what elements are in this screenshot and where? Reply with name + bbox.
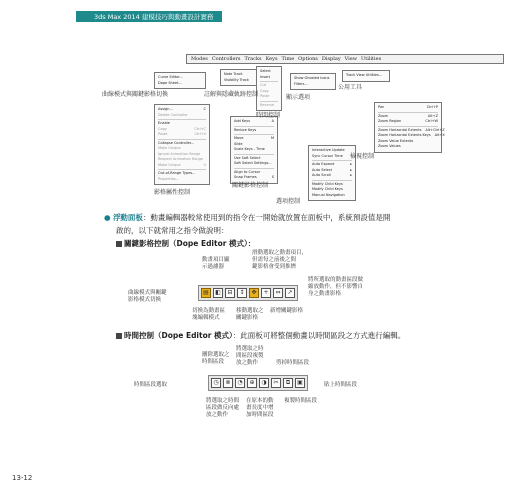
options-dropdown — [308, 145, 356, 201]
section1-ann-top1: 動畫項目顯 示過濾器 — [202, 257, 230, 270]
square-bullet-icon — [116, 241, 122, 247]
section2-ann-bot3: 複製時間區段 — [284, 398, 318, 404]
delete-time-icon[interactable]: ⊗ — [223, 378, 233, 388]
section2-ann-top1: 刪除選取之 時間區段 — [202, 352, 230, 365]
menu-item[interactable]: Paste Ctrl+V — [158, 132, 206, 136]
label-display: 顯示選項 — [286, 94, 311, 101]
section1-heading: 關鍵影格控制（Dope Editor 模式）： — [116, 238, 255, 249]
panel-label: 浮動面板 — [112, 213, 143, 222]
menu-item[interactable]: Slide — [234, 141, 243, 146]
menu-item[interactable]: Scale Keys - Time — [234, 147, 265, 151]
menu-item[interactable]: Interactive Update — [312, 148, 345, 152]
menu-item[interactable]: Auto Select ▸ — [312, 167, 352, 172]
controllers-dropdown — [154, 104, 210, 185]
section2-ann-top3: 剪掉時間區段 — [276, 360, 310, 366]
menu-item[interactable]: Pan Ctrl+P — [378, 105, 438, 109]
insert-time-icon[interactable]: ⊕ — [247, 378, 257, 388]
menu-item[interactable]: Add Keys A — [234, 119, 274, 123]
menu-item[interactable]: Visibility Track — [224, 77, 249, 82]
menu-item[interactable]: Ignore Animation Range — [158, 151, 201, 156]
menu-item[interactable]: Enable — [158, 121, 170, 125]
bullet-icon: ● — [104, 213, 111, 222]
modes-dropdown — [154, 72, 206, 89]
menu-item[interactable]: Zoom Region Ctrl+W — [378, 119, 438, 123]
section1-ann-top3: 將所選取的動畫區段做 縮放動作，但不影響自 身之動畫影格 — [308, 277, 364, 297]
slide-keys-icon[interactable]: ↕ — [237, 288, 247, 298]
time-control-toolbar — [208, 375, 308, 391]
scale-time-icon[interactable]: ◔ — [235, 378, 245, 388]
menu-item[interactable]: Reduce Keys — [234, 127, 257, 132]
menu-item[interactable]: Insert — [260, 74, 271, 79]
menu-item[interactable]: Note Track — [224, 72, 243, 76]
menu-item[interactable]: Modify Child Keys — [312, 187, 343, 191]
menu-item[interactable]: Align to Cursor — [234, 169, 261, 174]
menu-item[interactable]: Dope Sheet... — [158, 80, 182, 85]
copy-time-icon[interactable]: ⧉ — [283, 378, 293, 388]
menu-item[interactable]: Auto Expand ▸ — [312, 162, 352, 166]
keys-dropdown — [230, 116, 278, 184]
section2-ann-right: 貼上時間區段 — [324, 382, 358, 388]
menu-item[interactable]: Reverse — [260, 102, 275, 107]
menu-item[interactable]: Properties... — [158, 176, 180, 181]
menu-item[interactable]: Zoom Horizontal Extents Keys Alt+X — [378, 133, 445, 137]
menu-item[interactable]: Paste — [260, 94, 270, 98]
section1-ann-bot1: 切換為動畫區 塊編輯模式 — [192, 308, 226, 321]
section2-ann-left: 時間區段選取 — [134, 382, 168, 388]
add-keys-icon[interactable]: + — [261, 288, 271, 298]
edit-ranges-icon[interactable]: ⊟ — [225, 288, 235, 298]
display-dropdown — [290, 73, 336, 90]
menu-item[interactable]: Auto Scroll ▸ — [312, 173, 352, 177]
menu-options[interactable]: Options — [298, 56, 318, 62]
menu-item[interactable]: Curve Editor... — [158, 75, 183, 79]
select-time-icon[interactable]: ◷ — [211, 378, 221, 388]
label-keys: 關鍵影格控制 — [232, 182, 269, 189]
menu-item[interactable]: Copy — [260, 88, 269, 93]
menu-item[interactable]: Soft Select Settings... — [234, 161, 272, 165]
menu-item[interactable]: Zoom Alt+Z — [378, 113, 438, 118]
menu-item[interactable]: Make Unique — [158, 146, 181, 150]
body-line-1: ● 浮動面板：動畫編輯器較常使用到的指令在一開始就放置在面板中，系統預設值是開 — [104, 213, 391, 222]
menu-item[interactable]: Select — [260, 69, 271, 73]
square-bullet-icon — [116, 333, 122, 339]
menu-modes[interactable]: Modes — [191, 56, 208, 62]
section2-ann-bot2: 在原本的動 畫長度中增 加時間區段 — [246, 398, 274, 418]
menu-utilities[interactable]: Utilities — [361, 56, 382, 62]
track-view-menubar — [186, 54, 504, 64]
menu-item[interactable]: Track View Utilities... — [346, 73, 383, 77]
menu-item[interactable]: Use Soft Select — [234, 155, 261, 160]
section2-ann-top2: 將選取之時 間區段複製 放之動作 — [236, 346, 264, 366]
time-dropdown — [256, 66, 282, 111]
menu-item[interactable]: Zoom Horizontal Extents Alt+Ctrl+Z — [378, 127, 445, 132]
menu-item[interactable]: Modify Child Keys — [312, 181, 343, 186]
menu-view[interactable]: View — [344, 56, 358, 62]
label-tracks: 註解與隱藏軌跡控制 — [204, 91, 259, 98]
label-view: 檢視控制 — [350, 153, 375, 160]
menu-time[interactable]: Time — [281, 56, 295, 62]
menu-item[interactable]: Zoom Value Extents — [378, 138, 414, 143]
label-controllers: 影格屬性控制 — [154, 189, 191, 196]
view-dropdown — [374, 102, 445, 153]
section2-ann-bot1: 將選取之時間 區段做反向處 放之動作 — [206, 398, 240, 418]
edit-keys-icon[interactable]: ◧ — [213, 288, 223, 298]
dope-editor-toolbar — [198, 285, 298, 301]
menu-item[interactable]: Delete Controller — [158, 112, 188, 117]
section1-ann-bot3: 新增關鍵影格 — [270, 308, 304, 314]
cut-time-icon[interactable]: ✂ — [271, 378, 281, 388]
label-options: 選項控制 — [276, 198, 301, 205]
menu-item[interactable]: Out-of-Range Types... — [158, 171, 196, 175]
menu-tracks[interactable]: Tracks — [244, 56, 262, 62]
reverse-time-icon[interactable]: ◑ — [259, 378, 269, 388]
menu-item[interactable]: Cut — [260, 83, 267, 87]
menu-item[interactable]: Make Unique U — [158, 162, 206, 167]
menu-display[interactable]: Display — [321, 56, 341, 62]
section2-heading: 時間控制（Dope Editor 模式）：此面板可將整個動畫以時間區段之方式進行編輯。 — [116, 330, 405, 341]
scale-keys-icon[interactable]: ⇔ — [273, 288, 283, 298]
section1-ann-bot2: 移動選取之 關鍵影格 — [236, 308, 264, 321]
menu-item[interactable]: Assign... C — [158, 107, 206, 111]
label-modes: 曲線模式與關鍵影格切換 — [102, 91, 169, 98]
menu-item[interactable]: Sync Cursor Time — [312, 153, 343, 158]
move-keys-icon[interactable]: ✥ — [249, 288, 259, 298]
chapter-header-title: 3ds Max 2014 建模技巧與動畫設計實務 — [94, 13, 214, 21]
label-time: 時間控制 — [256, 112, 281, 119]
menu-item[interactable]: Move M — [234, 136, 274, 140]
label-utilities: 公用工具 — [338, 84, 363, 91]
menu-item[interactable]: Collapse Controller... — [158, 140, 195, 145]
filter-icon[interactable]: ▤ — [201, 288, 211, 298]
menu-controllers[interactable]: Controllers — [211, 56, 241, 62]
section1-ann-top2: 滑動選取之動畫項目， 但需每之前後之間 鍵影格會受到推擠 — [252, 250, 308, 270]
menu-keys[interactable]: Keys — [265, 56, 278, 62]
menu-item[interactable]: Show Ghosted Icons — [294, 76, 330, 80]
body-line-2: 啟的，以下就常用之指令做說明： — [116, 226, 229, 235]
menu-item[interactable]: Snap Frames S — [234, 175, 274, 179]
menu-item[interactable]: Filters... — [294, 81, 308, 86]
page-number: 13-12 — [12, 474, 33, 482]
menu-item[interactable]: Zoom Values — [378, 144, 401, 148]
track-view-menu-screenshot — [150, 52, 515, 202]
paste-time-icon[interactable]: ▣ — [295, 378, 305, 388]
section1-ann-left: 曲線模式與關鍵 影格模式切換 — [128, 290, 167, 303]
menu-item[interactable]: Manual Navigation — [312, 192, 345, 197]
menu-item[interactable]: Copy Ctrl+C — [158, 126, 206, 131]
scale-time-icon[interactable]: ↗ — [285, 288, 295, 298]
utilities-dropdown — [342, 70, 390, 82]
menu-item[interactable]: Respect Animation Range — [158, 157, 204, 161]
